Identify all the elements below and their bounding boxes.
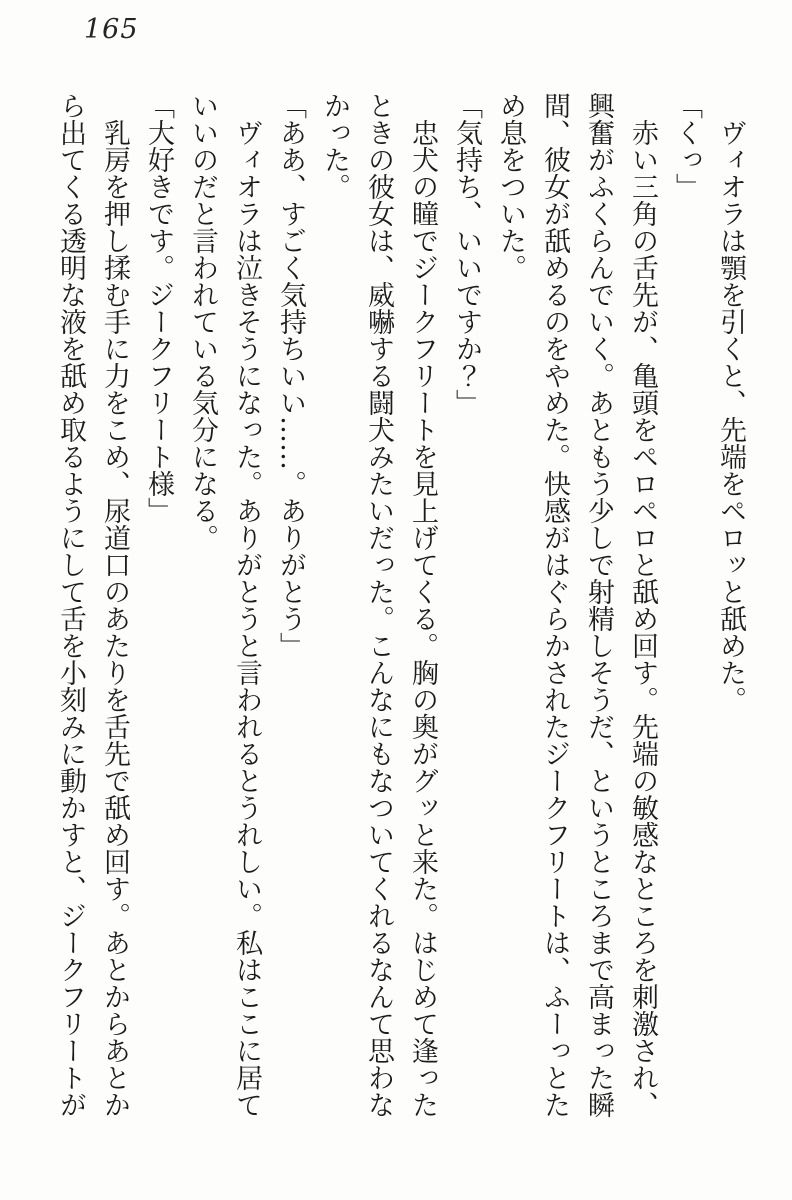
text-line-16: ら出てくる透明な液を舐め取るようにして舌を小刻みに動かすと、ジークフリートが <box>55 92 86 1118</box>
text-line-9: ときの彼女は、威嚇する闘犬みたいだった。こんなにもなついてくれるなんて思わな <box>363 92 394 1118</box>
text-line-4: 興奮がふくらんでいく。あともう少しで射精しそうだ、というところまで高まった瞬 <box>583 92 614 1118</box>
text-line-10: かった。 <box>319 92 350 200</box>
text-line-15: 乳房を押し揉む手に力をこめ、尿道口のあたりを舌先で舐め回す。あとからあとか <box>99 119 130 1118</box>
text-line-8: 忠犬の瞳でジークフリートを見上げてくる。胸の奥がグッと来た。はじめて逢った <box>407 119 438 1118</box>
text-block <box>57 92 744 1120</box>
text-line-11: 「ああ、すごく気持ちいい……。ありがとう」 <box>275 92 306 659</box>
text-line-13: いいのだと言われている気分になる。 <box>187 92 218 551</box>
text-line-2: 「くっ」 <box>671 92 702 200</box>
page-number: 165 <box>84 14 139 45</box>
text-line-12: ヴィオラは泣きそうになった。ありがとうと言われるとうれしい。私はここに居て <box>231 119 262 1118</box>
text-line-6: め息をついた。 <box>495 92 526 281</box>
text-line-1: ヴィオラは顎を引くと、先端をペロッと舐めた。 <box>715 119 746 713</box>
text-line-3: 赤い三角の舌先が、亀頭をペロペロと舐め回す。先端の敏感なところを刺激され、 <box>627 119 658 1118</box>
text-line-7: 「気持ち、いいですか？」 <box>451 92 482 416</box>
text-line-5: 間、彼女が舐めるのをやめた。快感がはぐらかされたジークフリートは、ふーっとた <box>539 92 570 1118</box>
text-line-14: 「大好きです。ジークフリート様」 <box>143 92 174 524</box>
